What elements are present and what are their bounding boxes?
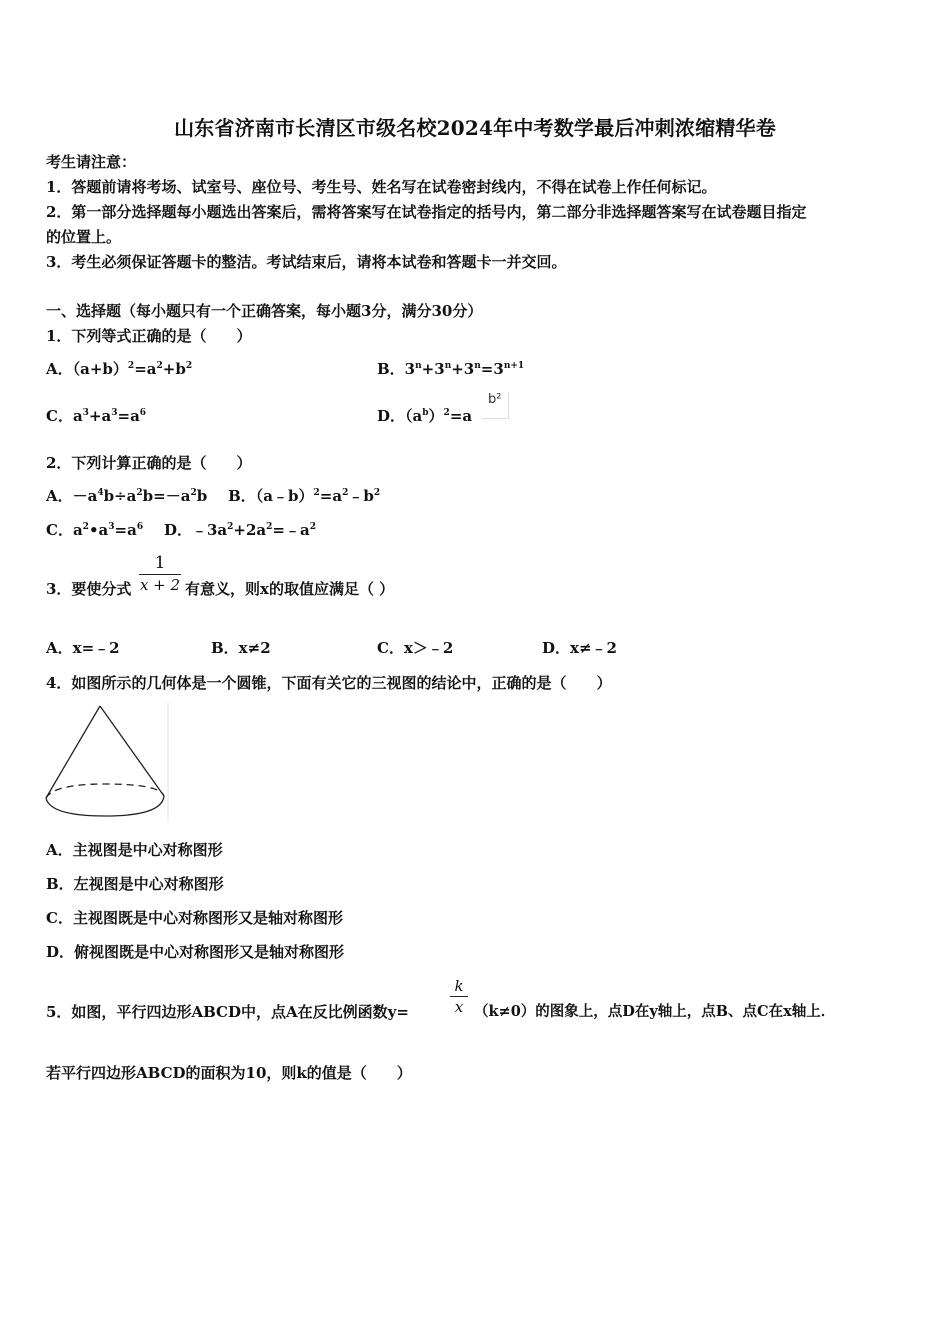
notice-item-2-cont: 的位置上。	[46, 228, 122, 246]
q4-option-c[interactable]: C．主视图既是中心对称图形又是轴对称图形	[46, 909, 343, 927]
q5-fraction: k x	[450, 976, 468, 1017]
q2-option-c[interactable]: C．$a^2•a^3=a^6$	[46, 521, 144, 539]
q3-option-c[interactable]: C．x＞﹣2	[377, 639, 454, 657]
q3-stem-post: 有意义，则x的取值应满足（ ）	[185, 580, 395, 598]
q5-stem-post: （k≠0）的图象上，点D在y轴上，点B、点C在x轴上．	[474, 1003, 836, 1020]
page-title: 山东省济南市长清区市级名校2024年中考数学最后冲刺浓缩精华卷	[174, 116, 776, 140]
q4-option-b[interactable]: B．左视图是中心对称图形	[46, 875, 224, 893]
notice-item-3: 3．考生必须保证答题卡的整洁。考试结束后，请将本试卷和答题卡一并交回。	[46, 253, 567, 271]
q3-stem-pre: 3．要使分式	[46, 580, 132, 598]
q1-option-a[interactable]: A．$(a+b)^2=a^2+b^2$	[46, 360, 193, 378]
q4-option-d[interactable]: D．俯视图既是中心对称图形又是轴对称图形	[46, 943, 345, 961]
q2-stem: 2．下列计算正确的是（ ）	[46, 454, 252, 472]
q4-stem: 4．如图所示的几何体是一个圆锥，下面有关它的三视图的结论中，正确的是（ ）	[46, 674, 612, 692]
section-heading: 一、选择题（每小题只有一个正确答案，每小题3分，满分30分）	[46, 302, 483, 320]
q2-options-row2	[46, 520, 316, 540]
cone-figure	[40, 700, 172, 826]
notice-heading: 考生请注意：	[46, 153, 137, 171]
q5-line-2: 若平行四边形ABCD的面积为10，则k的值是（ ）	[46, 1064, 412, 1082]
q1-exponent-image: b²	[482, 392, 509, 419]
q2-option-b[interactable]: B．$(a﹣b)^2=a^2﹣b^2$	[228, 487, 381, 505]
q3-option-a[interactable]: A．x=﹣2	[46, 639, 120, 657]
q3-fraction: 1 x + 2	[139, 553, 181, 594]
q1-option-d[interactable]: D．$(a^b)^2=a$	[377, 407, 473, 425]
q3-option-d[interactable]: D．x≠﹣2	[542, 639, 617, 657]
notice-item-2: 2．第一部分选择题每小题选出答案后，需将答案写在试卷指定的括号内，第二部分非选择题答案写在试卷题目指定	[46, 203, 807, 221]
q1-stem: 1．下列等式正确的是（ ）	[46, 327, 252, 345]
q2-option-d[interactable]: D．$﹣3a^2+2a^2=﹣a^2$	[163, 521, 316, 539]
q1-option-c[interactable]: C．$a^3+a^3=a^6$	[46, 407, 147, 425]
q2-option-a[interactable]: A．$-a^4b\div a^2b=-a^2b$	[46, 487, 208, 505]
q5-stem-pre: 5．如图，平行四边形ABCD中，点A在反比例函数y=	[46, 1003, 409, 1021]
q4-option-a[interactable]: A．主视图是中心对称图形	[46, 841, 223, 859]
q3-option-b[interactable]: B．x≠2	[211, 639, 271, 657]
notice-item-1: 1．答题前请将考场、试室号、座位号、考生号、姓名写在试卷密封线内，不得在试卷上作任何标记。	[46, 178, 717, 196]
q2-options-row1	[46, 486, 380, 506]
q1-option-b[interactable]: B．$3^n+3^n+3^n=3^{n+1}$	[377, 360, 525, 378]
